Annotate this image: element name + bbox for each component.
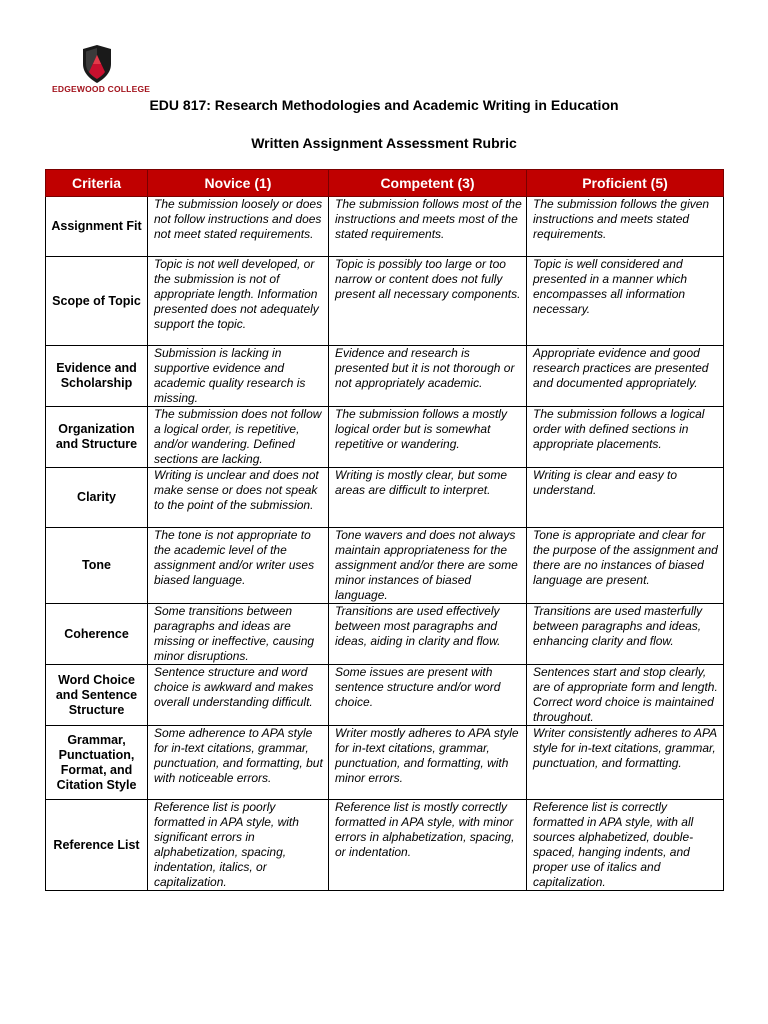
table-row bbox=[46, 800, 724, 891]
criteria-cell: Grammar, Punctuation, Format, and Citation Style bbox=[46, 726, 148, 800]
proficient-cell: Appropriate evidence and good research practices are presented and documented appropriately. bbox=[527, 346, 724, 407]
table-row bbox=[46, 346, 724, 407]
table-row bbox=[46, 726, 724, 800]
page-title: EDU 817: Research Methodologies and Academic Writing in Education bbox=[149, 97, 619, 113]
proficient-cell: Writing is clear and easy to understand. bbox=[527, 468, 724, 528]
novice-cell: Sentence structure and word choice is awkward and makes overall understanding difficult. bbox=[148, 665, 329, 726]
novice-cell: Submission is lacking in supportive evidence and academic quality research is missing. bbox=[148, 346, 329, 407]
novice-cell: Reference list is poorly formatted in APA style, with significant errors in alphabetization, spacing, indentation, italics, or capitalization. bbox=[148, 800, 329, 891]
table-row bbox=[46, 528, 724, 604]
competent-cell: Writing is mostly clear, but some areas are difficult to interpret. bbox=[329, 468, 527, 528]
novice-cell: Writing is unclear and does not make sense or does not speak to the point of the submission. bbox=[148, 468, 329, 528]
novice-cell: The submission loosely or does not follow instructions and does not meet stated requirements. bbox=[148, 197, 329, 257]
competent-cell: Tone wavers and does not always maintain appropriateness for the assignment and/or there are some minor instances of biased language. bbox=[329, 528, 527, 604]
competent-cell: The submission follows a mostly logical order but is somewhat repetitive or wandering. bbox=[329, 407, 527, 468]
table-row bbox=[46, 665, 724, 726]
shield-icon bbox=[80, 44, 114, 84]
table-row bbox=[46, 257, 724, 346]
column-header-criteria: Criteria bbox=[46, 170, 148, 197]
criteria-cell: Organization and Structure bbox=[46, 407, 148, 468]
novice-cell: Some transitions between paragraphs and ideas are missing or ineffective, causing minor disruptions. bbox=[148, 604, 329, 665]
proficient-cell: Tone is appropriate and clear for the purpose of the assignment and there are no instances of biased language are present. bbox=[527, 528, 724, 604]
criteria-cell: Clarity bbox=[46, 468, 148, 528]
competent-cell: Evidence and research is presented but it is not thorough or not appropriately academic. bbox=[329, 346, 527, 407]
header-row bbox=[46, 170, 724, 197]
criteria-cell: Tone bbox=[46, 528, 148, 604]
competent-cell: Topic is possibly too large or too narrow or content does not fully present all necessary components. bbox=[329, 257, 527, 346]
table-row bbox=[46, 468, 724, 528]
college-logo bbox=[46, 44, 151, 96]
college-name: EDGEWOOD COLLEGE bbox=[52, 84, 151, 94]
proficient-cell: Topic is well considered and presented in a manner which encompasses all information necessary. bbox=[527, 257, 724, 346]
rubric-table bbox=[45, 169, 724, 891]
column-header-competent: Competent (3) bbox=[329, 170, 527, 197]
proficient-cell: Sentences start and stop clearly, are of appropriate form and length. Correct word choice is maintained throughout. bbox=[527, 665, 724, 726]
proficient-cell: Reference list is correctly formatted in APA style, with all sources alphabetized, double-spaced, hanging indents, and proper use of italics and capitalization. bbox=[527, 800, 724, 891]
competent-cell: Some issues are present with sentence structure and/or word choice. bbox=[329, 665, 527, 726]
column-header-proficient: Proficient (5) bbox=[527, 170, 724, 197]
competent-cell: Reference list is mostly correctly formatted in APA style, with minor errors in alphabetization, spacing, or indentation. bbox=[329, 800, 527, 891]
criteria-cell: Scope of Topic bbox=[46, 257, 148, 346]
competent-cell: Writer mostly adheres to APA style for in-text citations, grammar, punctuation, and formatting, with minor errors. bbox=[329, 726, 527, 800]
table-row bbox=[46, 407, 724, 468]
proficient-cell: The submission follows the given instructions and meets stated requirements. bbox=[527, 197, 724, 257]
criteria-cell: Evidence and Scholarship bbox=[46, 346, 148, 407]
criteria-cell: Assignment Fit bbox=[46, 197, 148, 257]
novice-cell: Topic is not well developed, or the submission is not of appropriate length. Information presented does not adequately support the topic. bbox=[148, 257, 329, 346]
proficient-cell: Writer consistently adheres to APA style for in-text citations, grammar, punctuation, and formatting. bbox=[527, 726, 724, 800]
criteria-cell: Reference List bbox=[46, 800, 148, 891]
competent-cell: The submission follows most of the instructions and meets most of the stated requirements. bbox=[329, 197, 527, 257]
proficient-cell: Transitions are used masterfully between paragraphs and ideas, enhancing clarity and flow. bbox=[527, 604, 724, 665]
criteria-cell: Coherence bbox=[46, 604, 148, 665]
proficient-cell: The submission follows a logical order with defined sections in appropriate placements. bbox=[527, 407, 724, 468]
competent-cell: Transitions are used effectively between most paragraphs and ideas, aiding in clarity and flow. bbox=[329, 604, 527, 665]
novice-cell: The submission does not follow a logical order, is repetitive, and/or wandering. Defined sections are lacking. bbox=[148, 407, 329, 468]
criteria-cell: Word Choice and Sentence Structure bbox=[46, 665, 148, 726]
table-row bbox=[46, 197, 724, 257]
table-row bbox=[46, 604, 724, 665]
page-subtitle: Written Assignment Assessment Rubric bbox=[251, 135, 517, 151]
novice-cell: The tone is not appropriate to the academic level of the assignment and/or writer uses biased language. bbox=[148, 528, 329, 604]
novice-cell: Some adherence to APA style for in-text citations, grammar, punctuation, and formatting, but with noticeable errors. bbox=[148, 726, 329, 800]
column-header-novice: Novice (1) bbox=[148, 170, 329, 197]
